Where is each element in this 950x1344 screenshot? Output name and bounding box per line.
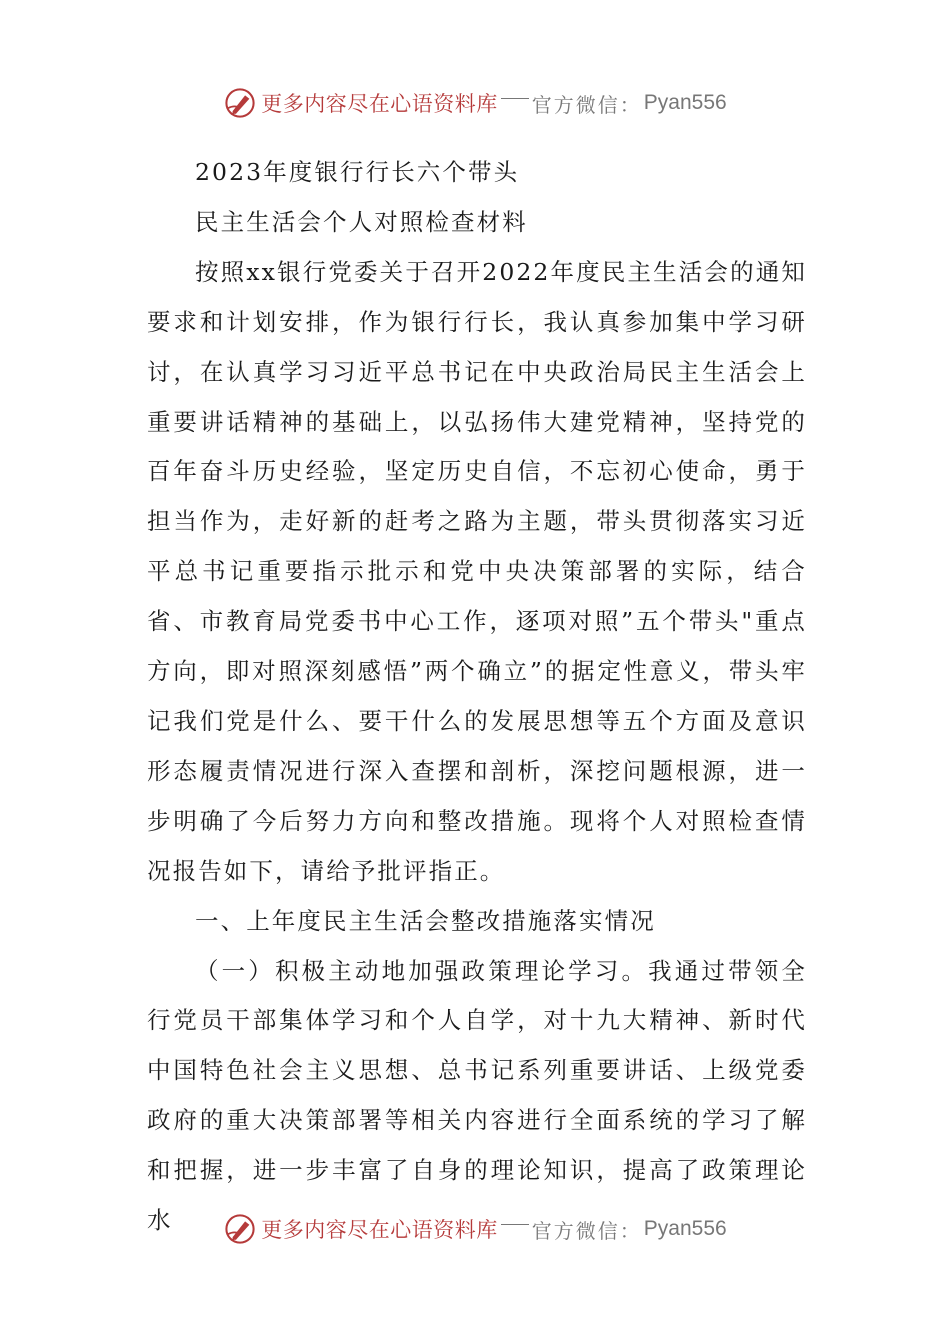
watermark-banner-top (0, 83, 950, 123)
watermark-banner-bottom (0, 1209, 950, 1249)
watermark-text: 更多内容尽在心语资料库 (261, 1218, 498, 1242)
section-heading-1: 一、上年度民主生活会整改措施落实情况 (195, 906, 656, 935)
document-title-line2: 民主生活会个人对照检查材料 (195, 207, 528, 236)
watermark-text: 更多内容尽在心语资料库 (261, 92, 498, 116)
document-body (147, 148, 807, 1246)
watermark-official-label: 官方微信： (531, 1218, 642, 1243)
paragraph-intro: 按照xx银行党委关于召开2022年度民主生活会的通知要求和计划安排，作为银行行长，我认真参加集中学习研讨，在认真学习习近平总书记在中央政治局民主生活会上重要讲话精神的基础上，以弘扬伟大建党精神，坚持党的百年奋斗历史经验，坚定历史自信，不忘初心使命，勇于担当作为，走好新的赶考之路为主题，带头贯彻落实习近平总书记重要指示批示和党中央决策部署的实际，结合省、市教育局党委书中心工作，逐项对照”五个带头"重点方向，即对照深刻感悟”两个确立”的据定性意义，带头牢记我们党是什么、要干什么的发展思想等五个方面及意识形态履责情况进行深入查摆和剖析，深挖问题根源，进一步明确了今后努力方向和整改措施。现将个人对照检查情况报告如下，请给予批评指正。 (147, 257, 807, 885)
pen-nib-logo-icon (223, 86, 257, 120)
document-title-line1: 2023年度银行行长六个带头 (195, 158, 520, 186)
watermark-wechat-id: Pyan556 (643, 91, 727, 114)
watermark-wechat-id: Pyan556 (643, 1217, 727, 1240)
watermark-dash (501, 98, 529, 99)
watermark-dash (501, 1224, 529, 1225)
pen-nib-logo-icon (223, 1212, 257, 1246)
watermark-official-label: 官方微信： (531, 92, 642, 117)
paragraph-section1-item1: （一）积极主动地加强政策理论学习。我通过带领全行党员干部集体学习和个人自学，对十九大精神、新时代中国特色社会主义思想、总书记系列重要讲话、上级党委政府的重大决策部署等相关内容进行全面系统的学习了解和把握，进一步丰富了自身的理论知识，提高了政策理论水 (147, 956, 807, 1235)
